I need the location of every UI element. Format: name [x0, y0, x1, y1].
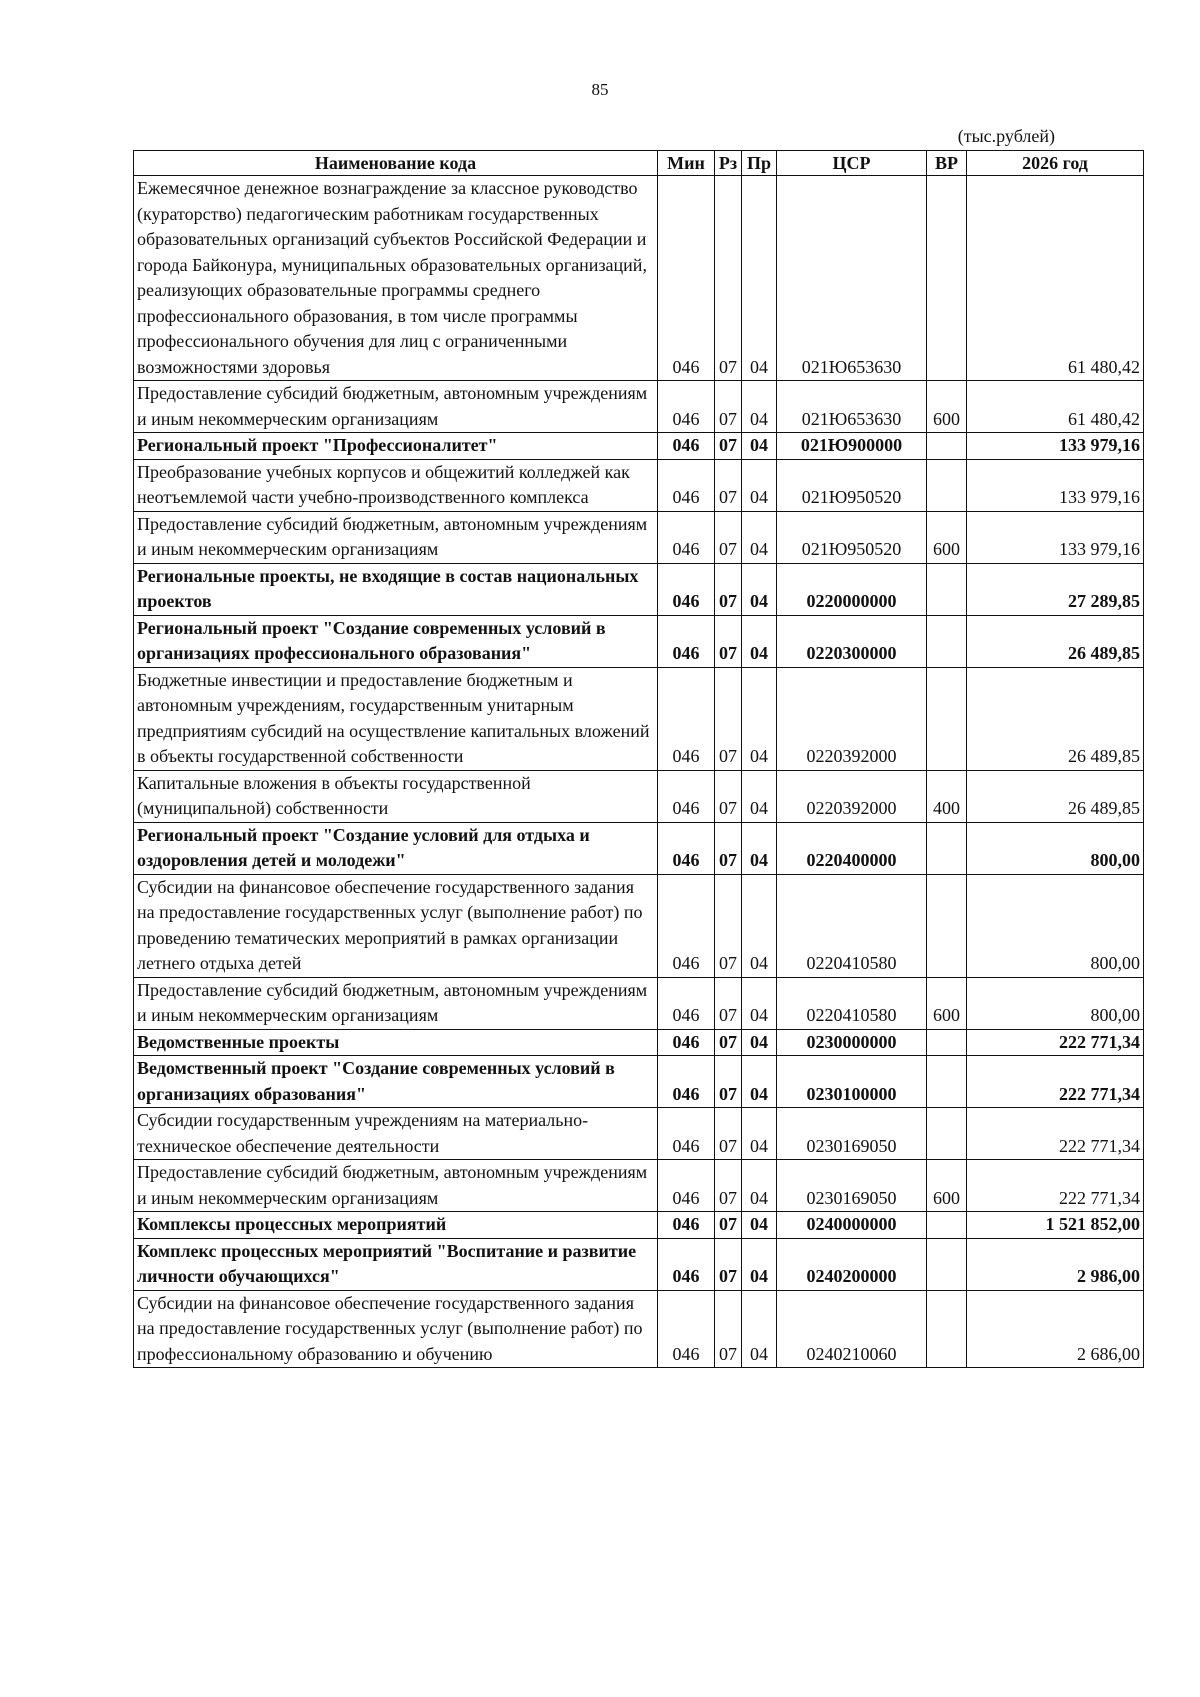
row-vr — [927, 459, 967, 511]
row-csr: 0220392000 — [777, 770, 927, 822]
column-header-vr: ВР — [927, 151, 967, 176]
page-number: 85 — [591, 80, 609, 99]
row-sum: 27 289,85 — [967, 563, 1144, 615]
table-row — [134, 511, 1144, 563]
row-vr — [927, 874, 967, 977]
row-sum: 800,00 — [967, 977, 1144, 1029]
row-min: 046 — [658, 511, 715, 563]
row-pr: 04 — [742, 176, 777, 381]
table-row — [134, 1029, 1144, 1056]
row-csr: 021Ю900000 — [777, 433, 927, 460]
row-csr: 0230000000 — [777, 1029, 927, 1056]
row-rz: 07 — [715, 381, 742, 433]
row-min: 046 — [658, 1160, 715, 1212]
row-rz: 07 — [715, 1108, 742, 1160]
row-vr — [927, 615, 967, 667]
row-name: Комплексы процессных мероприятий — [134, 1212, 658, 1239]
row-name: Региональные проекты, не входящие в состав национальных проектов — [134, 563, 658, 615]
row-pr: 04 — [742, 1056, 777, 1108]
row-rz: 07 — [715, 1238, 742, 1290]
row-rz: 07 — [715, 176, 742, 381]
row-rz: 07 — [715, 459, 742, 511]
row-sum: 2 686,00 — [967, 1290, 1144, 1368]
row-pr: 04 — [742, 381, 777, 433]
row-vr — [927, 176, 967, 381]
table-row — [134, 615, 1144, 667]
row-sum: 133 979,16 — [967, 459, 1144, 511]
table-row — [134, 770, 1144, 822]
row-pr: 04 — [742, 563, 777, 615]
row-pr: 04 — [742, 822, 777, 874]
row-pr: 04 — [742, 1290, 777, 1368]
row-name: Комплекс процессных мероприятий "Воспитание и развитие личности обучающихся" — [134, 1238, 658, 1290]
row-rz: 07 — [715, 977, 742, 1029]
row-pr: 04 — [742, 1108, 777, 1160]
row-csr: 0220300000 — [777, 615, 927, 667]
row-name: Ведомственные проекты — [134, 1029, 658, 1056]
row-csr: 0240000000 — [777, 1212, 927, 1239]
row-vr: 400 — [927, 770, 967, 822]
row-vr — [927, 1290, 967, 1368]
row-name: Предоставление субсидий бюджетным, автономным учреждениям и иным некоммерческим организациям — [134, 977, 658, 1029]
row-csr: 0240210060 — [777, 1290, 927, 1368]
row-pr: 04 — [742, 1238, 777, 1290]
row-pr: 04 — [742, 1212, 777, 1239]
row-csr: 0230169050 — [777, 1160, 927, 1212]
row-min: 046 — [658, 1029, 715, 1056]
column-header-pr: Пр — [742, 151, 777, 176]
units-label: (тыс.рублей) — [957, 126, 1055, 146]
row-csr: 0220000000 — [777, 563, 927, 615]
row-sum: 222 771,34 — [967, 1108, 1144, 1160]
row-sum: 133 979,16 — [967, 511, 1144, 563]
row-rz: 07 — [715, 1056, 742, 1108]
column-header-name: Наименование кода — [134, 151, 658, 176]
table-row — [134, 176, 1144, 381]
row-sum: 26 489,85 — [967, 667, 1144, 770]
row-csr: 0220410580 — [777, 874, 927, 977]
table-row — [134, 977, 1144, 1029]
row-min: 046 — [658, 1238, 715, 1290]
row-vr — [927, 1056, 967, 1108]
table-row — [134, 563, 1144, 615]
row-min: 046 — [658, 822, 715, 874]
column-header-year: 2026 год — [967, 151, 1144, 176]
row-name: Ежемесячное денежное вознаграждение за классное руководство (кураторство) педагогическим работникам государственных образовательных организаций субъектов Российской Федерации и города Байконура, муниципальных образовательных организаций, реализующих образовательные программы среднего профессионального образования, в том числе программы профессионального обучения для лиц с ограниченными возможностями здоровья — [134, 176, 658, 381]
row-pr: 04 — [742, 511, 777, 563]
row-min: 046 — [658, 433, 715, 460]
row-min: 046 — [658, 667, 715, 770]
row-vr — [927, 822, 967, 874]
row-min: 046 — [658, 874, 715, 977]
row-vr — [927, 667, 967, 770]
table-row — [134, 1056, 1144, 1108]
row-vr — [927, 1108, 967, 1160]
row-pr: 04 — [742, 615, 777, 667]
row-sum: 2 986,00 — [967, 1238, 1144, 1290]
row-min: 046 — [658, 1290, 715, 1368]
row-pr: 04 — [742, 770, 777, 822]
row-rz: 07 — [715, 667, 742, 770]
row-csr: 0220410580 — [777, 977, 927, 1029]
row-sum: 222 771,34 — [967, 1056, 1144, 1108]
row-min: 046 — [658, 176, 715, 381]
row-csr: 0230100000 — [777, 1056, 927, 1108]
row-min: 046 — [658, 1212, 715, 1239]
column-header-rz: Рз — [715, 151, 742, 176]
row-min: 046 — [658, 1108, 715, 1160]
row-rz: 07 — [715, 822, 742, 874]
row-min: 046 — [658, 770, 715, 822]
row-vr: 600 — [927, 977, 967, 1029]
row-name: Субсидии на финансовое обеспечение государственного задания на предоставление государственных услуг (выполнение работ) по профессиональному образованию и обучению — [134, 1290, 658, 1368]
row-sum: 800,00 — [967, 874, 1144, 977]
row-vr: 600 — [927, 511, 967, 563]
row-csr: 021Ю950520 — [777, 459, 927, 511]
table-row — [134, 433, 1144, 460]
row-rz: 07 — [715, 511, 742, 563]
row-name: Региональный проект "Профессионалитет" — [134, 433, 658, 460]
row-min: 046 — [658, 977, 715, 1029]
budget-table — [133, 150, 1144, 1368]
column-header-csr: ЦСР — [777, 151, 927, 176]
row-sum: 222 771,34 — [967, 1029, 1144, 1056]
row-rz: 07 — [715, 433, 742, 460]
row-min: 046 — [658, 615, 715, 667]
row-vr — [927, 1029, 967, 1056]
column-header-min: Мин — [658, 151, 715, 176]
row-vr — [927, 1238, 967, 1290]
row-rz: 07 — [715, 1290, 742, 1368]
row-min: 046 — [658, 563, 715, 615]
row-name: Предоставление субсидий бюджетным, автономным учреждениям и иным некоммерческим организациям — [134, 381, 658, 433]
row-vr — [927, 433, 967, 460]
row-csr: 0220392000 — [777, 667, 927, 770]
row-sum: 61 480,42 — [967, 381, 1144, 433]
row-sum: 1 521 852,00 — [967, 1212, 1144, 1239]
row-rz: 07 — [715, 770, 742, 822]
row-rz: 07 — [715, 874, 742, 977]
row-pr: 04 — [742, 667, 777, 770]
table-row — [134, 874, 1144, 977]
row-csr: 021Ю653630 — [777, 176, 927, 381]
row-pr: 04 — [742, 977, 777, 1029]
table-row — [134, 1290, 1144, 1368]
row-name: Предоставление субсидий бюджетным, автономным учреждениям и иным некоммерческим организациям — [134, 511, 658, 563]
row-rz: 07 — [715, 1160, 742, 1212]
row-name: Преобразование учебных корпусов и общежитий колледжей как неотъемлемой части учебно-производственного комплекса — [134, 459, 658, 511]
row-csr: 0240200000 — [777, 1238, 927, 1290]
row-sum: 26 489,85 — [967, 770, 1144, 822]
table-row — [134, 822, 1144, 874]
table-row — [134, 381, 1144, 433]
row-vr: 600 — [927, 1160, 967, 1212]
table-row — [134, 1108, 1144, 1160]
row-sum: 133 979,16 — [967, 433, 1144, 460]
row-name: Предоставление субсидий бюджетным, автономным учреждениям и иным некоммерческим организациям — [134, 1160, 658, 1212]
row-name: Субсидии на финансовое обеспечение государственного задания на предоставление государственных услуг (выполнение работ) по проведению тематических мероприятий в рамках организации летнего отдыха детей — [134, 874, 658, 977]
row-min: 046 — [658, 1056, 715, 1108]
table-row — [134, 1238, 1144, 1290]
row-pr: 04 — [742, 459, 777, 511]
row-pr: 04 — [742, 1029, 777, 1056]
row-min: 046 — [658, 459, 715, 511]
row-name: Бюджетные инвестиции и предоставление бюджетным и автономным учреждениям, государственным унитарным предприятиям субсидий на осуществление капитальных вложений в объекты государственной собственности — [134, 667, 658, 770]
row-csr: 0220400000 — [777, 822, 927, 874]
row-sum: 800,00 — [967, 822, 1144, 874]
table-row — [134, 1212, 1144, 1239]
row-pr: 04 — [742, 1160, 777, 1212]
row-csr: 021Ю950520 — [777, 511, 927, 563]
row-pr: 04 — [742, 874, 777, 977]
row-min: 046 — [658, 381, 715, 433]
row-sum: 61 480,42 — [967, 176, 1144, 381]
row-rz: 07 — [715, 1212, 742, 1239]
row-vr — [927, 563, 967, 615]
table-header — [134, 151, 1144, 176]
row-csr: 0230169050 — [777, 1108, 927, 1160]
row-sum: 222 771,34 — [967, 1160, 1144, 1212]
row-name: Капитальные вложения в объекты государственной (муниципальной) собственности — [134, 770, 658, 822]
row-vr: 600 — [927, 381, 967, 433]
row-pr: 04 — [742, 433, 777, 460]
table-body — [134, 176, 1144, 1368]
row-vr — [927, 1212, 967, 1239]
row-sum: 26 489,85 — [967, 615, 1144, 667]
row-rz: 07 — [715, 563, 742, 615]
table-row — [134, 459, 1144, 511]
row-rz: 07 — [715, 1029, 742, 1056]
row-rz: 07 — [715, 615, 742, 667]
row-name: Региональный проект "Создание современных условий в организациях профессионального образования" — [134, 615, 658, 667]
row-csr: 021Ю653630 — [777, 381, 927, 433]
row-name: Субсидии государственным учреждениям на материально-техническое обеспечение деятельности — [134, 1108, 658, 1160]
table-row — [134, 1160, 1144, 1212]
row-name: Ведомственный проект "Создание современных условий в организациях образования" — [134, 1056, 658, 1108]
row-name: Региональный проект "Создание условий для отдыха и оздоровления детей и молодежи" — [134, 822, 658, 874]
table-row — [134, 667, 1144, 770]
